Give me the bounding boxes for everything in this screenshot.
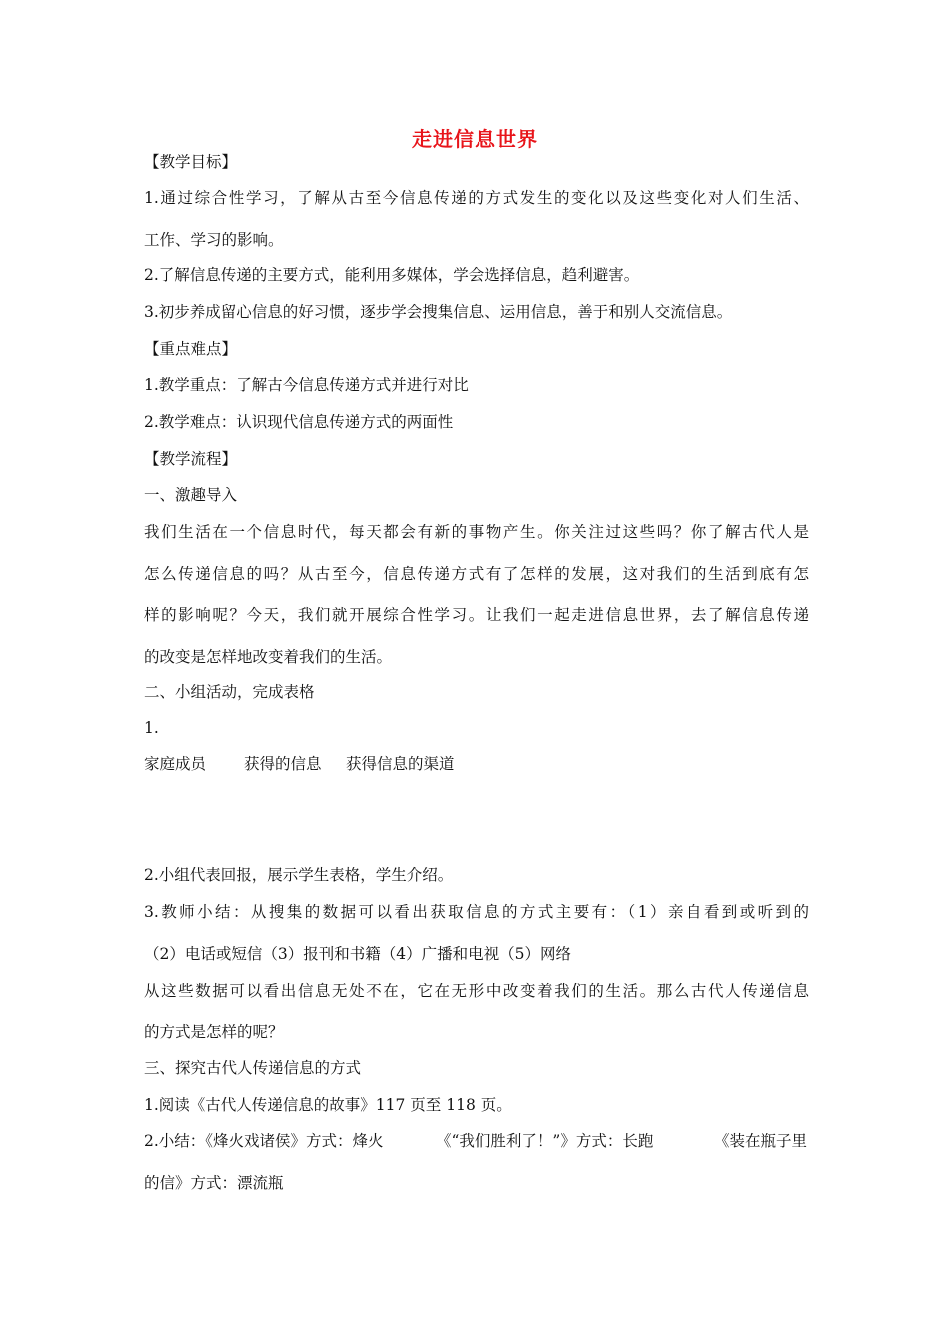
- table-header-cell: 获得信息的渠道: [346, 755, 455, 773]
- paragraph-line: 我们生活在一个信息时代，每天都会有新的事物产生。你关注过这些吗？你了解古代人是: [144, 523, 809, 541]
- paragraph-line: 的方式是怎样的呢？: [144, 1023, 284, 1041]
- paragraph-line: 3.初步养成留心信息的好习惯，逐步学会搜集信息、运用信息，善于和别人交流信息。: [144, 303, 733, 321]
- list-number: 1.: [144, 719, 159, 737]
- paragraph-line: 样的影响呢？今天，我们就开展综合性学习。让我们一起走进信息世界，去了解信息传递: [144, 606, 809, 624]
- paragraph-line: 2.了解信息传递的主要方式，能利用多媒体，学会选择信息，趋利避害。: [144, 266, 640, 284]
- subsection-heading: 一、激趣导入: [144, 486, 238, 504]
- paragraph-line: 工作、学习的影响。: [144, 231, 284, 249]
- subsection-heading: 三、探究古代人传递信息的方式: [144, 1059, 362, 1077]
- paragraph-line: 的改变是怎样地改变着我们的生活。: [144, 648, 393, 666]
- section-heading-process: 【教学流程】: [144, 450, 238, 468]
- summary-part: 2.小结：《烽火戏诸侯》方式：烽火: [144, 1132, 384, 1150]
- summary-part: 《装在瓶子里: [714, 1132, 808, 1150]
- section-heading-objectives: 【教学目标】: [144, 153, 238, 171]
- paragraph-line: 的信》方式：漂流瓶: [144, 1174, 284, 1192]
- paragraph-line: 1.通过综合性学习，了解从古至今信息传递的方式发生的变化以及这些变化对人们生活、: [144, 189, 809, 207]
- table-header-cell: 家庭成员: [144, 755, 207, 773]
- paragraph-line: 2.教学难点：认识现代信息传递方式的两面性: [144, 413, 454, 431]
- paragraph-line: 3.教师小结：从搜集的数据可以看出获取信息的方式主要有：（1）亲自看到或听到的: [144, 903, 809, 921]
- summary-part: 《“我们胜利了！”》方式：长跑: [436, 1132, 654, 1150]
- table-header-row: [144, 753, 809, 775]
- summary-line: [144, 1130, 809, 1152]
- page-title: 走进信息世界: [412, 127, 538, 151]
- section-heading-key-points: 【重点难点】: [144, 340, 238, 358]
- subsection-heading: 二、小组活动，完成表格: [144, 683, 315, 701]
- paragraph-line: 2.小组代表回报，展示学生表格，学生介绍。: [144, 866, 454, 884]
- paragraph-line: 1.教学重点：了解古今信息传递方式并进行对比: [144, 376, 469, 394]
- paragraph-line: 从这些数据可以看出信息无处不在，它在无形中改变着我们的生活。那么古代人传递信息: [144, 982, 809, 1000]
- table-header-cell: 获得的信息: [244, 755, 322, 773]
- paragraph-line: （2）电话或短信（3）报刊和书籍（4）广播和电视（5）网络: [144, 945, 571, 963]
- paragraph-line: 1.阅读《古代人传递信息的故事》117 页至 118 页。: [144, 1096, 512, 1114]
- paragraph-line: 怎么传递信息的吗？从古至今，信息传递方式有了怎样的发展，这对我们的生活到底有怎: [144, 565, 809, 583]
